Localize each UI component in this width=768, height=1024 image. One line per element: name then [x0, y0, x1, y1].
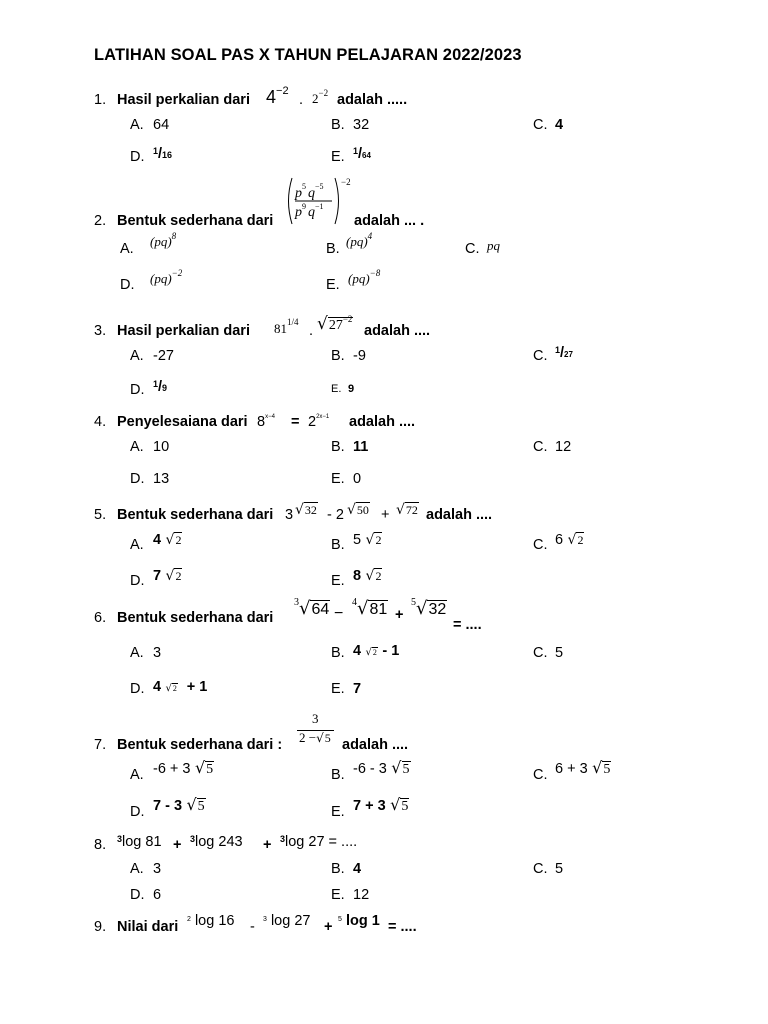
- option-c-letter: C.: [533, 645, 548, 661]
- log-expression: $^3$log 81: [117, 834, 162, 850]
- option-a-value: 64: [153, 117, 170, 133]
- option-d-letter: D.: [130, 573, 145, 589]
- dot-operator: .: [309, 323, 314, 339]
- question-text: Bentuk sederhana dari: [117, 610, 274, 626]
- operator: -: [250, 919, 255, 935]
- option-a-value: -27: [153, 348, 174, 364]
- option-b-letter: B.: [331, 767, 345, 783]
- option-e-letter: E.: [326, 277, 340, 293]
- dot-operator: .: [299, 92, 304, 108]
- radical-expression: √72: [396, 502, 418, 518]
- question-tail: adalah ....: [426, 507, 493, 523]
- svg-text:−1: −1: [315, 202, 324, 211]
- option-c-value: 5: [555, 645, 564, 661]
- fraction-expression: [284, 174, 354, 230]
- option-e-value: $^1$/64: [353, 146, 371, 162]
- option-d-letter: D.: [120, 277, 135, 293]
- option-d-value: $^1$/16: [153, 146, 173, 162]
- option-c-letter: C.: [533, 117, 548, 133]
- option-c-value: 6 + 3 √5: [555, 758, 611, 777]
- operator: +: [173, 837, 182, 853]
- nth-root-expression: $^3$√64: [294, 597, 330, 619]
- option-a-value: (pq)$^8$: [150, 231, 177, 249]
- expression: $81^{1/4}$: [274, 317, 299, 336]
- option-a-value: 3: [153, 645, 162, 661]
- question-text: Penyelesaiana dari: [117, 414, 248, 430]
- option-a-letter: A.: [130, 861, 144, 877]
- nth-root-expression: $^5$√32: [411, 597, 447, 619]
- question-number: 7.: [94, 737, 107, 753]
- option-d-letter: D.: [130, 681, 145, 697]
- option-a-letter: A.: [130, 117, 144, 133]
- log-expression: $^3$log 27 = ....: [280, 834, 358, 850]
- option-c-value: $^1$/27: [555, 345, 573, 361]
- fraction-denominator: 2 −√5: [299, 730, 331, 745]
- operator: +: [324, 919, 333, 935]
- option-c-letter: C.: [533, 348, 548, 364]
- question-number: 8.: [94, 837, 107, 853]
- option-c-letter: C.: [533, 537, 548, 553]
- option-b-letter: B.: [331, 861, 345, 877]
- question-number: 5.: [94, 507, 107, 523]
- svg-text:p: p: [295, 205, 302, 220]
- svg-text:q: q: [308, 205, 315, 220]
- question-number: 2.: [94, 213, 107, 229]
- option-e-letter: E.: [331, 887, 345, 903]
- expression: $2^{2x-1}$: [308, 414, 330, 430]
- option-b-value: -9: [353, 348, 366, 364]
- option-d-letter: D.: [130, 382, 145, 398]
- svg-text:−5: −5: [315, 182, 324, 191]
- option-c-value: 4: [555, 117, 564, 133]
- option-a-value: 3: [153, 861, 162, 877]
- log-expression: $^5$ log 1: [338, 913, 380, 929]
- question-tail: adalah ....: [342, 737, 409, 753]
- option-e-value: (pq)$^{-8}$: [348, 268, 381, 286]
- option-b-letter: B.: [326, 241, 340, 257]
- option-d-value: (pq)$^{-2}$: [150, 268, 183, 286]
- option-c-letter: C.: [533, 439, 548, 455]
- operator: - 2: [327, 507, 344, 523]
- option-d-letter: D.: [130, 804, 145, 820]
- option-a-value: 4 √2: [153, 532, 182, 548]
- radical-expression: $√27^{-2}$: [317, 314, 353, 334]
- option-b-letter: B.: [331, 348, 345, 364]
- option-b-letter: B.: [331, 537, 345, 553]
- question-text: Bentuk sederhana dari: [117, 507, 274, 523]
- option-b-value: 32: [353, 117, 370, 133]
- question-tail: adalah ....: [364, 323, 431, 339]
- option-d-value: 4 √2 + 1: [153, 679, 208, 695]
- option-d-letter: D.: [130, 887, 145, 903]
- question-tail: = ....: [388, 919, 417, 935]
- option-c-letter: C.: [533, 861, 548, 877]
- operator: −: [334, 605, 344, 622]
- option-e-letter: E.: [331, 681, 345, 697]
- question-number: 9.: [94, 919, 107, 935]
- option-a-letter: A.: [130, 767, 144, 783]
- question-text: Bentuk sederhana dari :: [117, 737, 283, 753]
- option-e-letter: E.: [331, 471, 345, 487]
- option-e-value: 12: [353, 887, 370, 903]
- svg-text:5: 5: [302, 182, 306, 191]
- option-a-letter: A.: [130, 348, 144, 364]
- option-d-value: 7 - 3 √5: [153, 795, 205, 814]
- question-number: 1.: [94, 92, 107, 108]
- radical-expression: √50: [347, 502, 369, 518]
- question-tail: adalah ... .: [354, 213, 425, 229]
- expression: $4^{-2}$: [266, 85, 289, 107]
- svg-text:−2: −2: [341, 177, 351, 187]
- option-d-value: $^1$/9: [153, 379, 168, 395]
- option-b-value: (pq)$^4$: [346, 231, 373, 249]
- expression: $8^{x-4}$: [257, 414, 275, 430]
- question-tail: adalah .....: [337, 92, 408, 108]
- option-c-letter: C.: [533, 767, 548, 783]
- option-c-value: 6 √2: [555, 532, 584, 548]
- option-e-value: 9: [348, 383, 355, 395]
- question-text: Hasil perkalian dari: [117, 323, 250, 339]
- option-e-letter: E.: [331, 149, 345, 165]
- log-expression: $^3$log 243: [190, 834, 243, 850]
- question-tail: = ....: [453, 617, 482, 633]
- question-number: 6.: [94, 610, 107, 626]
- option-a-value: -6 + 3 √5: [153, 758, 214, 777]
- option-e-value: 8 √2: [353, 568, 382, 584]
- svg-text:9: 9: [302, 202, 306, 211]
- option-c-value: 5: [555, 861, 564, 877]
- svg-text:p: p: [295, 186, 302, 201]
- question-tail: adalah ....: [349, 414, 416, 430]
- operator: +: [381, 507, 390, 523]
- option-d-letter: D.: [130, 471, 145, 487]
- option-e-letter: E.: [331, 804, 345, 820]
- fraction-numerator: 3: [312, 711, 319, 726]
- expression: $2^{-2}$: [312, 88, 329, 106]
- question-text: Hasil perkalian dari: [117, 92, 250, 108]
- option-e-value: 7 + 3 √5: [353, 795, 409, 814]
- question-text: Nilai dari: [117, 919, 179, 935]
- option-b-value: 11: [353, 439, 369, 455]
- option-b-letter: B.: [331, 645, 345, 661]
- option-c-value: pq: [487, 238, 500, 253]
- svg-text:q: q: [308, 186, 315, 201]
- option-e-value: 7: [353, 681, 362, 697]
- option-b-letter: B.: [331, 439, 345, 455]
- option-a-value: 10: [153, 439, 170, 455]
- option-c-letter: C.: [465, 241, 480, 257]
- option-e-letter: E.: [331, 573, 345, 589]
- option-b-value: -6 - 3 √5: [353, 758, 410, 777]
- option-e-value: 0: [353, 471, 362, 487]
- coefficient: 3: [285, 507, 294, 523]
- option-c-value: 12: [555, 439, 572, 455]
- log-expression: $^3$ log 27: [263, 913, 311, 929]
- option-a-letter: A.: [130, 439, 144, 455]
- option-b-value: 4: [353, 861, 362, 877]
- nth-root-expression: $^4$√81: [352, 597, 388, 619]
- option-a-letter: A.: [120, 241, 134, 257]
- option-d-value: 13: [153, 471, 170, 487]
- option-d-letter: D.: [130, 149, 145, 165]
- operator: +: [263, 837, 272, 853]
- equals-sign: =: [291, 414, 300, 430]
- option-b-value: 4 √2 - 1: [353, 643, 400, 659]
- option-a-letter: A.: [130, 645, 144, 661]
- question-number: 3.: [94, 323, 107, 339]
- option-e-letter: E.: [331, 383, 342, 395]
- option-b-value: 5 √2: [353, 532, 382, 548]
- log-expression: $^2$ log 16: [187, 913, 235, 929]
- question-text: Bentuk sederhana dari: [117, 213, 274, 229]
- radical-expression: √32: [295, 502, 317, 518]
- question-number: 4.: [94, 414, 107, 430]
- option-a-letter: A.: [130, 537, 144, 553]
- option-d-value: 6: [153, 887, 162, 903]
- option-d-value: 7 √2: [153, 568, 182, 584]
- operator: +: [395, 607, 404, 623]
- option-b-letter: B.: [331, 117, 345, 133]
- page-title: LATIHAN SOAL PAS X TAHUN PELAJARAN 2022/2023: [94, 46, 522, 64]
